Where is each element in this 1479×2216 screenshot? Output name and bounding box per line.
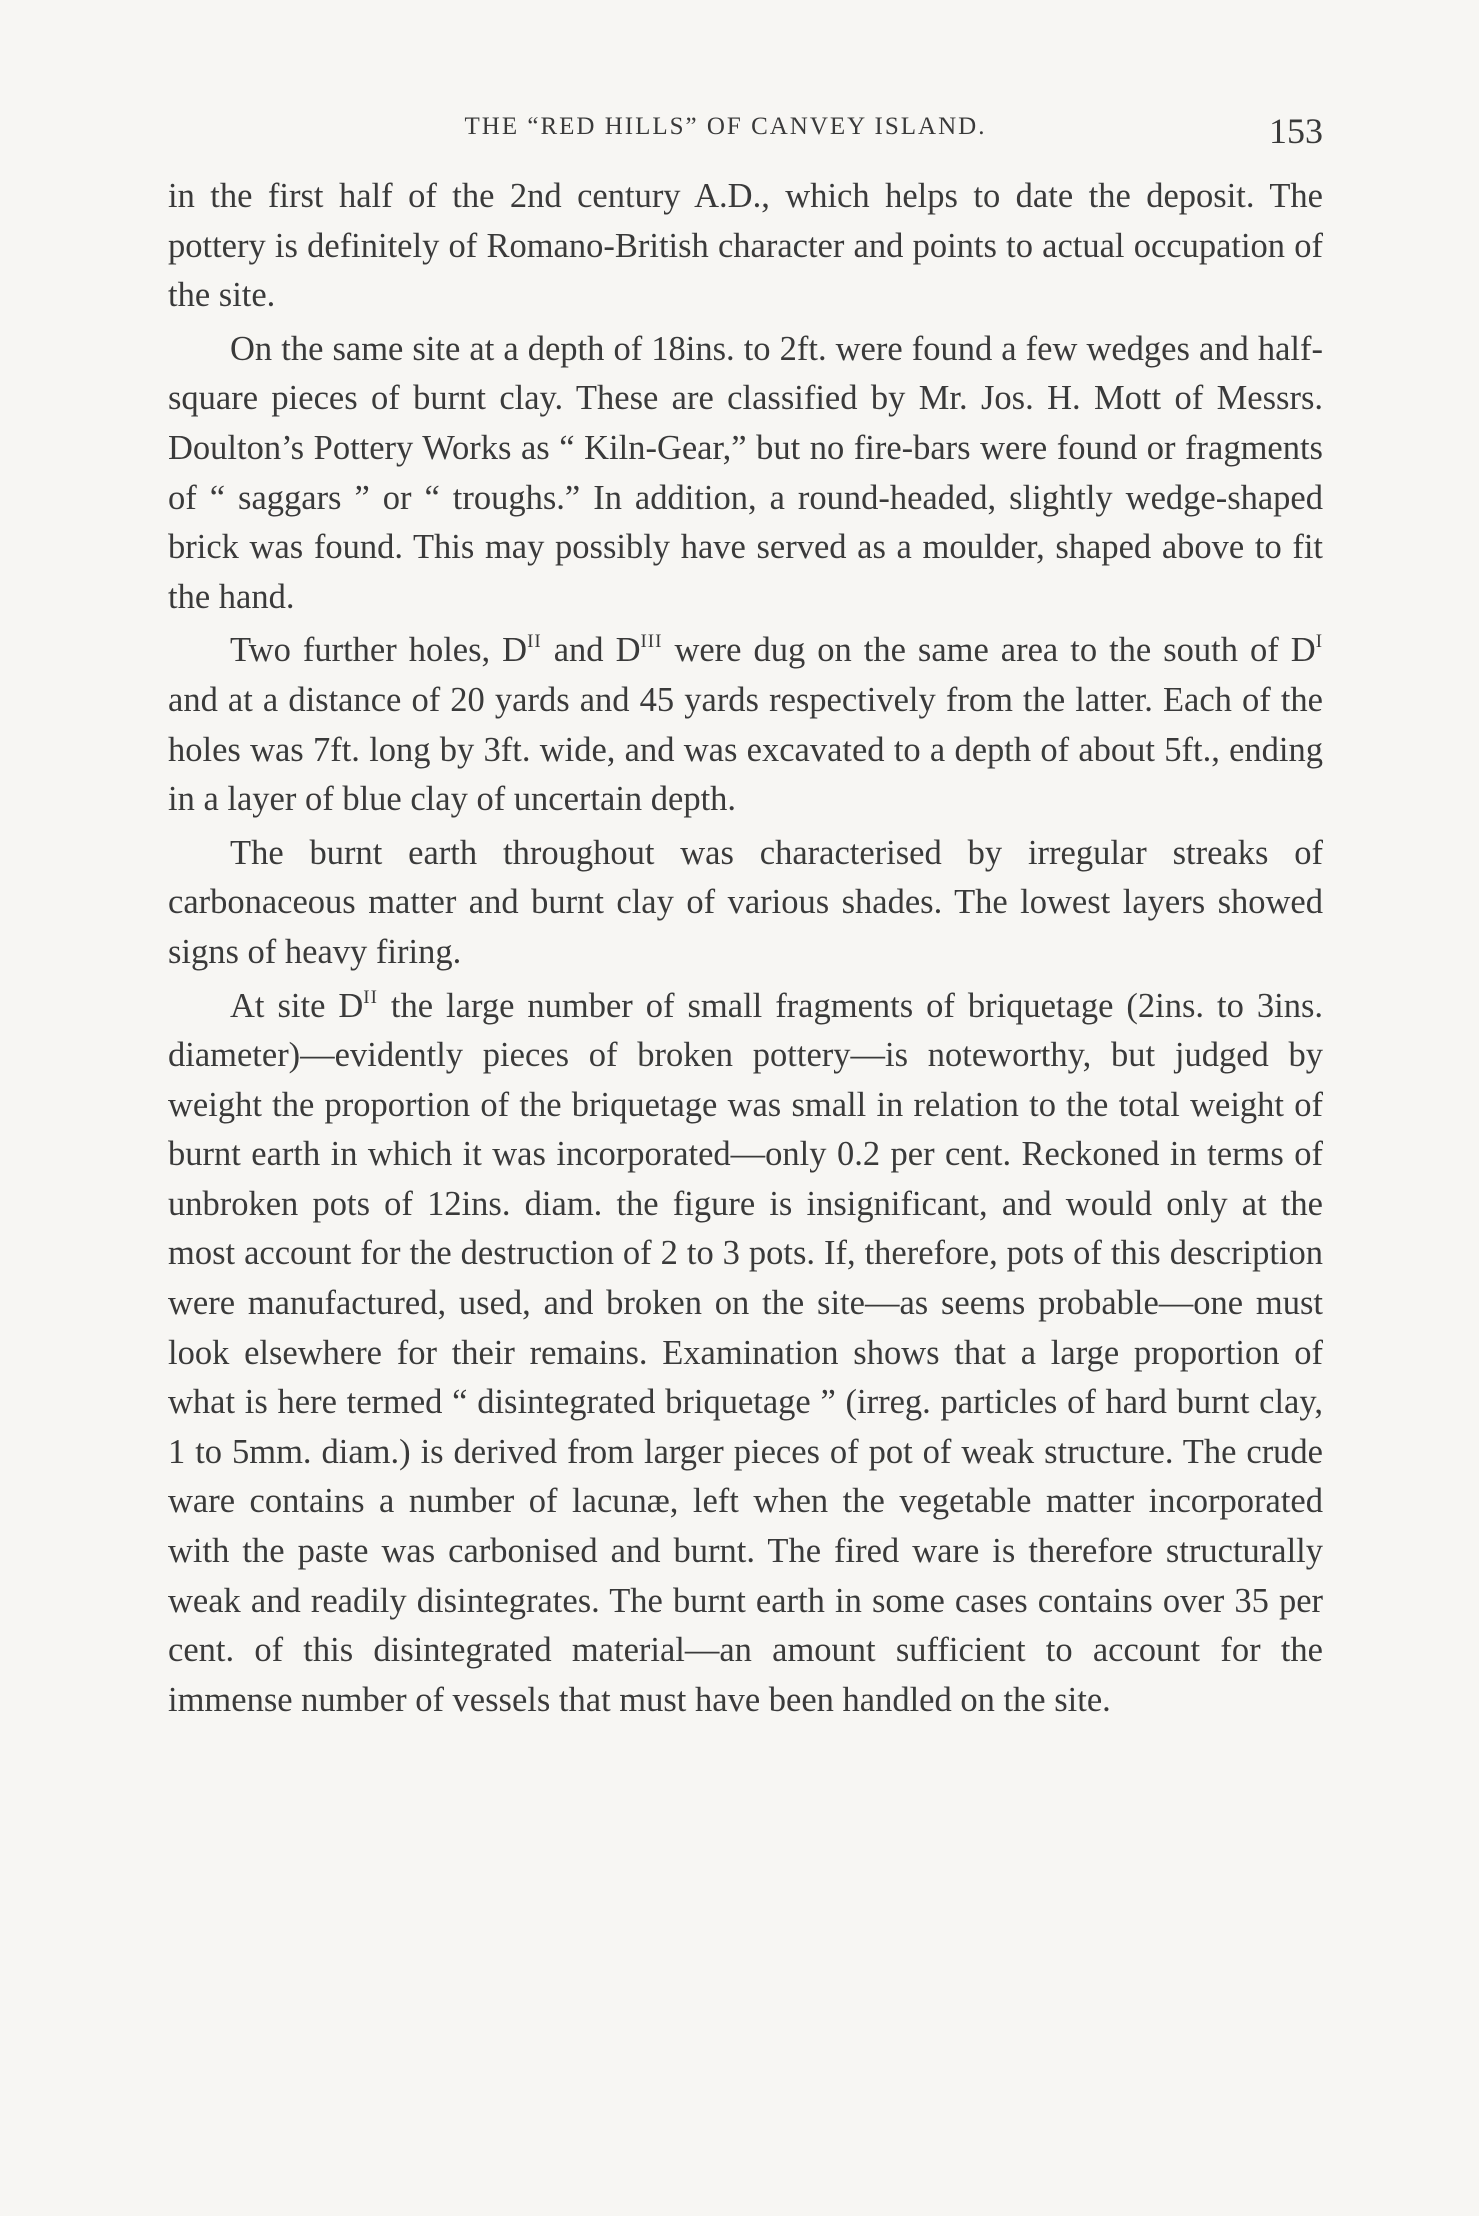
book-page: [168, 100, 1323, 1729]
body-text: [168, 172, 1323, 1725]
superscript-i: I: [1315, 631, 1324, 653]
paragraph-3-text-d: and at a distance of 20 yards and 45 yards respectively from the latter. Each of the holes was 7ft. long by 3ft. wide, and was excavated to a depth of about 5ft., ending in a layer of blue clay of uncertain depth.: [168, 680, 1323, 819]
paragraph-3: [168, 626, 1323, 824]
running-title: THE “RED HILLS” OF CANVEY ISLAND.: [464, 113, 987, 140]
paragraph-3-text-b: and D: [541, 631, 641, 670]
page-number: 153: [1269, 111, 1323, 151]
paragraph-3-text-c: were dug on the same area to the south of D: [662, 631, 1316, 670]
paragraph-2: On the same site at a depth of 18ins. to 2ft. were found a few wedges and half-square pieces of burnt clay. These are classified by Mr. Jos. H. Mott of Messrs. Doulton’s Pottery Works as “ Kiln-Gear,” but no fire-bars were found or fragments of “ saggars ” or “ troughs.” In addition, a round-headed, slightly wedge-shaped brick was found. This may possibly have served as a moulder, shaped above to fit the hand.: [168, 329, 1323, 616]
running-head: [168, 100, 1323, 154]
paragraph-5: [168, 982, 1323, 1726]
paragraph-1: in the first half of the 2nd century A.D., which helps to date the deposit. The pottery is definitely of Romano-British character and points to actual occupation of the site.: [168, 177, 1323, 315]
paragraph-4: The burnt earth throughout was characterised by irregular streaks of carbonaceous matter and burnt clay of various shades. The lowest layers showed signs of heavy firing.: [168, 833, 1323, 971]
paragraph-3-text-a: Two further holes, D: [230, 631, 528, 670]
superscript-ii: II: [363, 986, 378, 1008]
superscript-iii: III: [640, 631, 663, 653]
paragraph-5-text-a: At site D: [230, 986, 364, 1025]
paragraph-5-text-b: the large number of small fragments of briquetage (2ins. to 3ins. diameter)—evidently pieces of broken pottery—is noteworthy, but judged by weight the proportion of the briquetage was small in relation to the total weight of burnt earth in which it was incorporated—only 0.2 per cent. Reckoned in terms of unbroken pots of 12ins. diam. the figure is insignificant, and would only at the most account for the destruction of 2 to 3 pots. If, therefore, pots of this description were manufactured, used, and broken on the site—as seems probable—one must look elsewhere for their remains. Examination shows that a large proportion of what is here termed “ disintegrated briquetage ” (irreg. particles of hard burnt clay, 1 to 5mm. diam.) is derived from larger pieces of pot of weak structure. The crude ware contains a number of lacunæ, left when the vegetable matter incorporated with the paste was carbonised and burnt. The fired ware is therefore structurally weak and readily disintegrates. The burnt earth in some cases contains over 35 per cent. of this disintegrated material—an amount sufficient to account for the immense number of vessels that must have been handled on the site.: [168, 986, 1323, 1719]
superscript-ii: II: [527, 631, 542, 653]
